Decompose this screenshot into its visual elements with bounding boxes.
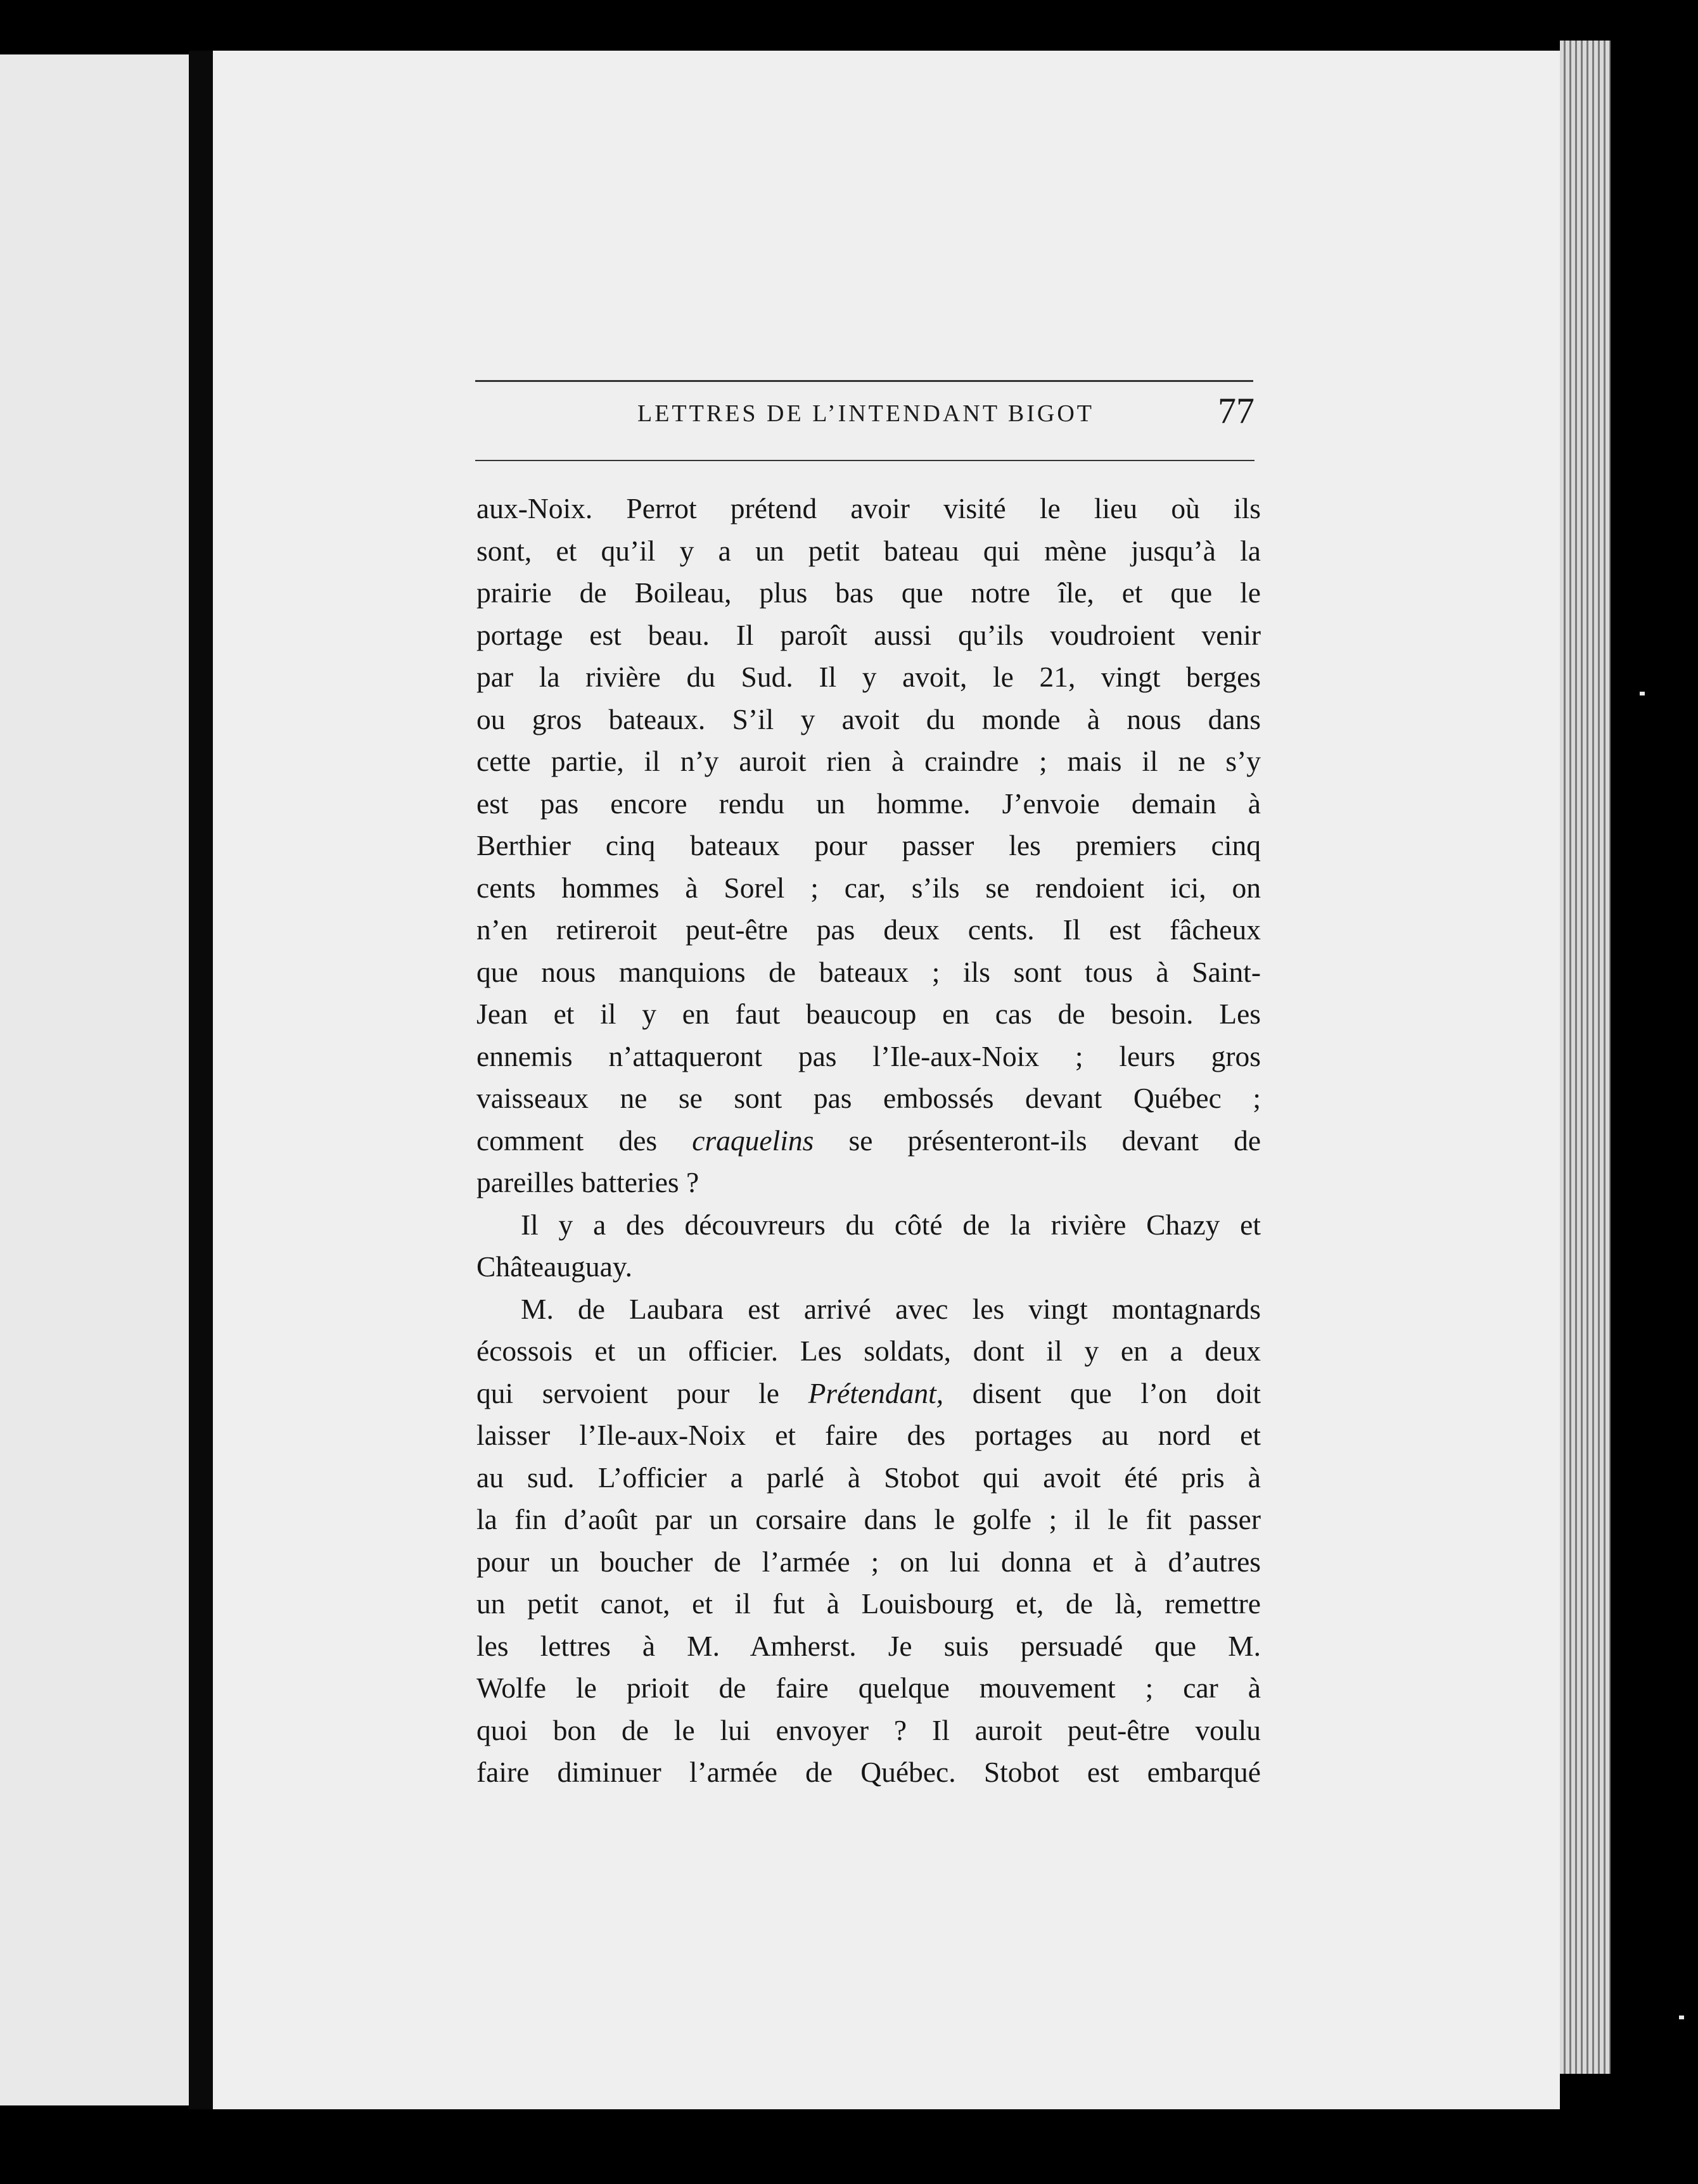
left-page-margin bbox=[0, 54, 191, 2105]
running-header bbox=[475, 390, 1254, 440]
header-bottom-rule bbox=[475, 460, 1254, 461]
text-line: faire diminuer l’armée de Québec. Stobot est embarqué bbox=[476, 1756, 1261, 1788]
text-line: laisser l’Ile-aux-Noix et faire des portages au nord et bbox=[476, 1419, 1261, 1451]
text-line: Châteauguay. bbox=[476, 1250, 632, 1283]
text-line: vaisseaux ne se sont pas embossés devant Québec ; bbox=[476, 1082, 1261, 1114]
text-line: prairie de Boileau, plus bas que notre île, et que le bbox=[476, 576, 1261, 609]
text-line: n’en retireroit peut-être pas deux cents. Il est fâcheux bbox=[476, 913, 1261, 946]
body-text bbox=[476, 488, 1261, 1794]
text-line-mixed bbox=[476, 1120, 1261, 1162]
text-segment: se présenteront-ils devant de bbox=[848, 1124, 1261, 1157]
text-line: est pas encore rendu un homme. J’envoie demain à bbox=[476, 787, 1261, 820]
text-line: par la rivière du Sud. Il y avoit, le 21, vingt berges bbox=[476, 661, 1261, 693]
italic-term-pretendant: Prétendant, bbox=[808, 1376, 944, 1409]
text-segment: comment des bbox=[476, 1124, 658, 1157]
text-line: portage est beau. Il paroît aussi qu’ils voudroient venir bbox=[476, 618, 1261, 651]
text-line: pareilles batteries ? bbox=[476, 1166, 699, 1198]
text-line: que nous manquions de bateaux ; ils sont tous à Saint- bbox=[476, 955, 1261, 988]
text-line: Jean et il y en faut beaucoup en cas de besoin. Les bbox=[476, 998, 1261, 1030]
text-line: les lettres à M. Amherst. Je suis persuadé que M. bbox=[476, 1629, 1261, 1662]
text-line: cette partie, il n’y auroit rien à craindre ; mais il ne s’y bbox=[476, 745, 1261, 777]
text-segment: qui servoient pour le bbox=[476, 1376, 779, 1409]
text-line: cents hommes à Sorel ; car, s’ils se rendoient ici, on bbox=[476, 871, 1261, 904]
text-line: pour un boucher de l’armée ; on lui donna et à d’autres bbox=[476, 1545, 1261, 1578]
scan-speck bbox=[1679, 2016, 1684, 2019]
text-line: au sud. L’officier a parlé à Stobot qui avoit été pris à bbox=[476, 1461, 1261, 1494]
text-line: écossois et un officier. Les soldats, dont il y en a deux bbox=[476, 1335, 1261, 1367]
text-line: sont, et qu’il y a un petit bateau qui mène jusqu’à la bbox=[476, 534, 1261, 567]
text-line: la fin d’août par un corsaire dans le golfe ; il le fit passer bbox=[476, 1503, 1261, 1535]
scan-speck bbox=[1640, 692, 1645, 695]
text-line: quoi bon de le lui envoyer ? Il auroit peut-être voulu bbox=[476, 1713, 1261, 1746]
running-title: LETTRES DE L’INTENDANT BIGOT bbox=[637, 400, 1094, 427]
text-line: Wolfe le prioit de faire quelque mouvement ; car à bbox=[476, 1672, 1261, 1704]
text-line: Il y a des découvreurs du côté de la rivière Chazy et bbox=[521, 1208, 1261, 1241]
text-line: aux-Noix. Perrot prétend avoir visité le lieu où ils bbox=[476, 492, 1261, 524]
text-line: M. de Laubara est arrivé avec les vingt montagnards bbox=[521, 1292, 1261, 1325]
header-top-rule bbox=[475, 380, 1253, 382]
text-line-mixed bbox=[476, 1373, 1261, 1415]
text-line: Berthier cinq bateaux pour passer les premiers cinq bbox=[476, 829, 1261, 861]
text-line: ennemis n’attaqueront pas l’Ile-aux-Noix ; leurs gros bbox=[476, 1039, 1261, 1072]
page-number: 77 bbox=[1218, 390, 1254, 431]
page-edges bbox=[1560, 41, 1611, 2074]
text-segment: disent que l’on doit bbox=[972, 1376, 1261, 1409]
text-line: un petit canot, et il fut à Louisbourg et, de là, remettre bbox=[476, 1587, 1261, 1620]
text-line: ou gros bateaux. S’il y avoit du monde à nous dans bbox=[476, 702, 1261, 735]
italic-term-craquelins: craquelins bbox=[692, 1124, 814, 1157]
